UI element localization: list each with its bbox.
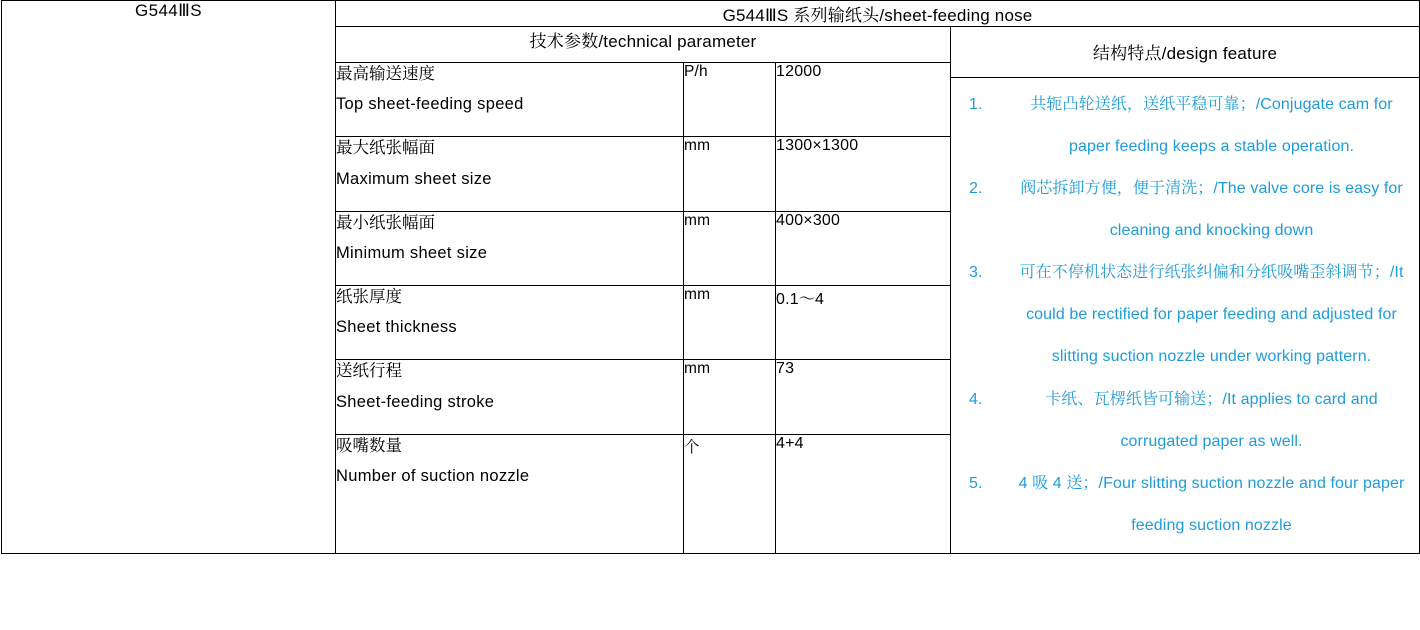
list-item-number: 5. <box>969 474 983 492</box>
parameter-cell <box>336 286 684 360</box>
unit-label: mm <box>684 286 711 304</box>
value-label: 0.1～4 <box>776 291 825 309</box>
list-item <box>959 252 1411 378</box>
parameter-label-en: Top sheet-feeding speed <box>336 95 524 114</box>
unit-cell <box>684 360 776 434</box>
unit-label: mm <box>684 211 711 229</box>
list-item-number: 3. <box>969 264 983 282</box>
parameter-label-cn: 最大纸张幅面 <box>336 139 435 158</box>
parameter-label-en: Maximum sheet size <box>336 169 492 188</box>
parameter-label-en: Sheet-feeding stroke <box>336 392 495 411</box>
parameter-cell <box>336 360 684 434</box>
list-item-text: 可在不停机状态进行纸张纠偏和分纸吸嘴歪斜调节；/It could be rectified for paper feeding and adjusted for slitting suction nozzle under working pattern. <box>1019 264 1404 366</box>
parameter-label-cn: 送纸行程 <box>336 362 402 381</box>
list-item-text: 4 吸 4 送；/Four slitting suction nozzle and four paper feeding suction nozzle <box>1018 474 1405 534</box>
parameter-label-cn: 吸嘴数量 <box>336 436 402 455</box>
list-item <box>959 463 1411 547</box>
list-item-text: 共轭凸轮送纸，送纸平稳可靠；/Conjugate cam for paper feeding keeps a stable operation. <box>1030 96 1393 156</box>
value-cell <box>776 137 951 211</box>
value-label: 12000 <box>776 63 822 81</box>
header-feature-cell <box>951 27 1419 78</box>
unit-cell <box>684 286 776 360</box>
parameter-label-cn: 纸张厚度 <box>336 288 402 307</box>
value-cell <box>776 63 951 137</box>
parameter-label-en: Minimum sheet size <box>336 244 488 263</box>
parameter-label-en: Number of suction nozzle <box>336 467 530 486</box>
unit-cell <box>684 434 776 553</box>
unit-cell <box>684 211 776 285</box>
unit-label: mm <box>684 137 711 155</box>
parameter-cell <box>336 137 684 211</box>
value-label: 400×300 <box>776 211 841 229</box>
parameter-label-en: Sheet thickness <box>336 318 457 337</box>
design-feature-column <box>951 27 1420 554</box>
table-header-row-main <box>2 1 1420 27</box>
list-item-number: 2. <box>969 180 983 198</box>
header-parameters-cell <box>336 27 951 63</box>
list-item-text: 卡纸、瓦楞纸皆可输送；/It applies to card and corrugated paper as well. <box>1045 390 1378 450</box>
list-item <box>959 379 1411 463</box>
value-label: 73 <box>776 360 795 378</box>
unit-cell <box>684 63 776 137</box>
value-cell <box>776 360 951 434</box>
unit-label: 个 <box>684 438 700 456</box>
parameter-label-cn: 最小纸张幅面 <box>336 213 435 232</box>
header-main-cell <box>336 1 1420 27</box>
header-feature-label: 结构特点/design feature <box>1092 44 1278 63</box>
feature-list <box>959 84 1411 547</box>
value-cell <box>776 434 951 553</box>
value-label: 4+4 <box>776 434 804 452</box>
parameter-label-cn: 最高输送速度 <box>336 65 435 84</box>
unit-label: mm <box>684 360 711 378</box>
unit-cell <box>684 137 776 211</box>
model-cell <box>2 1 336 554</box>
value-label: 1300×1300 <box>776 137 859 155</box>
list-item-number: 1. <box>969 96 983 113</box>
list-item <box>959 84 1411 168</box>
unit-label: P/h <box>684 63 708 81</box>
list-item <box>959 168 1411 252</box>
feature-list-container <box>951 78 1419 553</box>
parameter-cell <box>336 434 684 553</box>
list-item-text: 阀芯拆卸方便，便于清洗；/The valve core is easy for cleaning and knocking down <box>1020 180 1403 240</box>
parameter-cell <box>336 211 684 285</box>
value-cell <box>776 211 951 285</box>
header-main-label: G544ⅢS 系列输纸头/sheet-feeding nose <box>722 6 1033 25</box>
value-cell <box>776 286 951 360</box>
model-label: G544ⅢS <box>134 1 203 20</box>
parameter-cell <box>336 63 684 137</box>
header-parameters-label: 技术参数/technical parameter <box>529 32 757 51</box>
specification-table <box>1 0 1420 554</box>
list-item-number: 4. <box>969 390 983 408</box>
